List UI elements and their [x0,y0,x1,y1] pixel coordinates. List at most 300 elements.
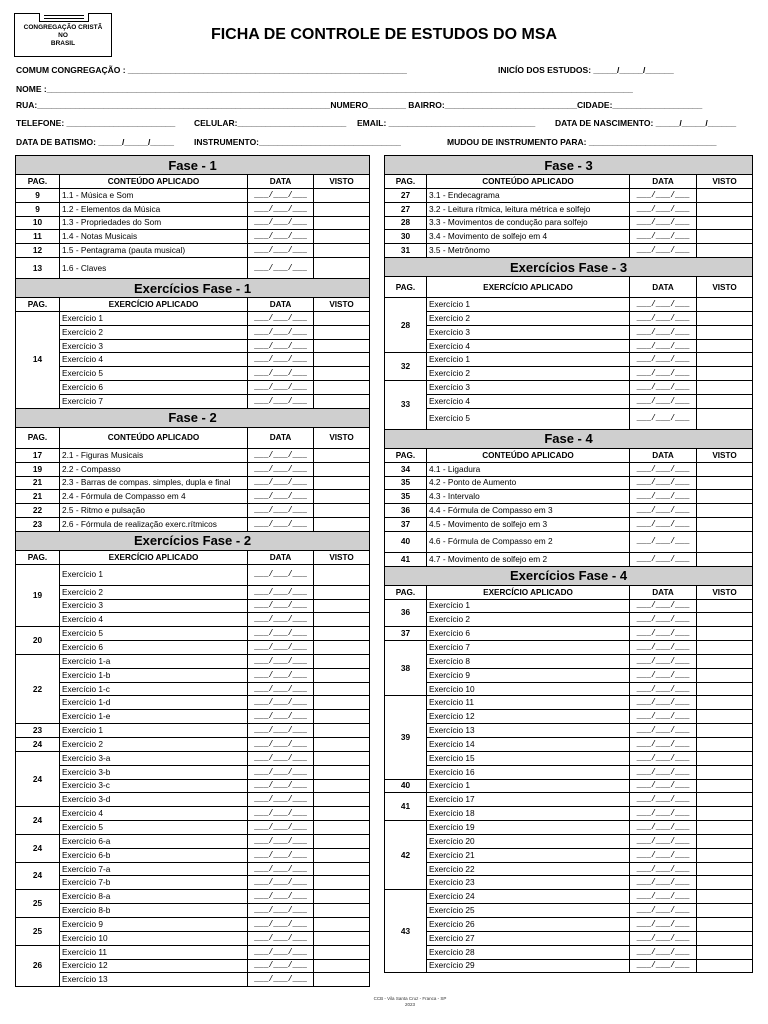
col-header-visto: VISTO [697,448,753,462]
table-row [385,518,753,532]
date-field[interactable]: ___/___/___ [248,216,314,230]
col-header-visto: VISTO [314,298,370,312]
date-field[interactable]: ___/___/___ [630,834,697,848]
page-number: 38 [385,641,427,696]
visto-field[interactable] [697,552,753,566]
table-row [385,244,753,258]
date-field[interactable]: ___/___/___ [248,959,314,973]
content-cell: Exercício 17 [427,793,630,807]
date-field[interactable]: ___/___/___ [248,641,314,655]
page-number: 24 [16,738,60,752]
section-title: Exercícios Fase - 2 [16,531,370,550]
date-field[interactable]: ___/___/___ [630,202,697,216]
date-field[interactable]: ___/___/___ [248,931,314,945]
date-field[interactable]: ___/___/___ [248,504,314,518]
visto-field[interactable] [314,311,370,325]
visto-field[interactable] [697,765,753,779]
content-cell: Exercício 6-b [60,848,248,862]
table-row [385,216,753,230]
date-field[interactable]: ___/___/___ [248,367,314,381]
table-row [16,325,370,339]
visto-field[interactable] [697,394,753,408]
visto-field[interactable] [314,904,370,918]
page-number: 24 [16,862,60,890]
col-header-exercicio: EXERCÍCIO APLICADO [427,277,630,298]
visto-field[interactable] [697,462,753,476]
date-field[interactable]: ___/___/___ [248,876,314,890]
date-field[interactable]: ___/___/___ [630,490,697,504]
visto-field[interactable] [697,807,753,821]
visto-field[interactable] [314,353,370,367]
visto-field[interactable] [697,696,753,710]
date-field[interactable]: ___/___/___ [630,613,697,627]
date-field[interactable]: ___/___/___ [630,641,697,655]
content-cell: Exercício 7 [60,394,248,408]
date-field[interactable]: ___/___/___ [630,394,697,408]
table-row [16,738,370,752]
visto-field[interactable] [314,258,370,279]
date-field[interactable]: ___/___/___ [630,188,697,202]
visto-field[interactable] [314,682,370,696]
visto-field[interactable] [314,585,370,599]
date-field[interactable]: ___/___/___ [248,188,314,202]
date-field[interactable]: ___/___/___ [248,202,314,216]
table-row [385,408,753,429]
date-field[interactable]: ___/___/___ [248,821,314,835]
content-cell: Exercício 5 [427,408,630,429]
date-field[interactable]: ___/___/___ [248,564,314,585]
content-cell: Exercício 8-a [60,890,248,904]
table-row [16,793,370,807]
content-cell: Exercício 3-c [60,779,248,793]
date-field[interactable]: ___/___/___ [248,518,314,532]
table-row [16,462,370,476]
table-row [385,765,753,779]
visto-field[interactable] [697,216,753,230]
table-row [16,904,370,918]
form-field[interactable]: MUDOU DE INSTRUMENTO PARA: ___________________________ [447,137,717,147]
visto-field[interactable] [697,641,753,655]
visto-field[interactable] [697,890,753,904]
visto-field[interactable] [314,931,370,945]
date-field[interactable]: ___/___/___ [630,848,697,862]
visto-field[interactable] [314,696,370,710]
visto-field[interactable] [697,188,753,202]
date-field[interactable]: ___/___/___ [630,552,697,566]
date-field[interactable]: ___/___/___ [248,381,314,395]
date-field[interactable]: ___/___/___ [630,339,697,353]
visto-field[interactable] [314,244,370,258]
visto-field[interactable] [697,244,753,258]
visto-field[interactable] [697,654,753,668]
content-cell: Exercício 4 [60,807,248,821]
visto-field[interactable] [314,973,370,987]
table-row [16,216,370,230]
date-field[interactable]: ___/___/___ [630,476,697,490]
content-cell: 1.5 - Pentagrama (pauta musical) [60,244,248,258]
date-field[interactable]: ___/___/___ [248,751,314,765]
visto-field[interactable] [314,188,370,202]
visto-field[interactable] [697,959,753,973]
date-field[interactable]: ___/___/___ [630,627,697,641]
date-field[interactable]: ___/___/___ [630,751,697,765]
form-field[interactable]: COMUM CONGREGAÇÃO : ___________________________________________________________ [16,65,407,75]
content-cell: Exercício 12 [60,959,248,973]
col-header-pag: PAG. [16,427,60,448]
visto-field[interactable] [314,959,370,973]
visto-field[interactable] [314,339,370,353]
col-header-conteudo: CONTEÚDO APLICADO [427,448,630,462]
visto-field[interactable] [314,793,370,807]
visto-field[interactable] [314,917,370,931]
table-row [16,931,370,945]
visto-field[interactable] [697,904,753,918]
date-field[interactable]: ___/___/___ [248,834,314,848]
visto-field[interactable] [697,599,753,613]
visto-field[interactable] [697,531,753,552]
date-field[interactable]: ___/___/___ [630,462,697,476]
visto-field[interactable] [314,490,370,504]
form-field[interactable]: CELULAR:_______________________ [194,118,347,128]
content-cell: Exercício 16 [427,765,630,779]
visto-field[interactable] [697,779,753,793]
visto-field[interactable] [697,682,753,696]
date-field[interactable]: ___/___/___ [630,381,697,395]
section-title: Fase - 4 [385,429,753,448]
visto-field[interactable] [314,518,370,532]
content-cell: Exercício 1 [60,564,248,585]
visto-field[interactable] [314,216,370,230]
date-field[interactable]: ___/___/___ [248,654,314,668]
visto-field[interactable] [314,448,370,462]
content-cell: Exercício 20 [427,834,630,848]
table-row [16,876,370,890]
visto-field[interactable] [314,381,370,395]
date-field[interactable]: ___/___/___ [248,862,314,876]
date-field[interactable]: ___/___/___ [248,904,314,918]
visto-field[interactable] [314,654,370,668]
date-field[interactable]: ___/___/___ [248,599,314,613]
page-number: 14 [16,311,60,408]
date-field[interactable]: ___/___/___ [630,230,697,244]
page-number: 13 [16,258,60,279]
date-field[interactable]: ___/___/___ [248,353,314,367]
date-field[interactable]: ___/___/___ [248,448,314,462]
date-field[interactable]: ___/___/___ [630,876,697,890]
page-number: 28 [385,216,427,230]
visto-field[interactable] [697,339,753,353]
col-header-visto: VISTO [314,175,370,189]
content-cell: 4.2 - Ponto de Aumento [427,476,630,490]
date-field[interactable]: ___/___/___ [630,917,697,931]
date-field[interactable]: ___/___/___ [630,738,697,752]
date-field[interactable]: ___/___/___ [630,696,697,710]
visto-field[interactable] [697,353,753,367]
form-field[interactable]: DATA DE BATISMO: _____/_____/_____ [16,137,174,147]
visto-field[interactable] [697,751,753,765]
date-field[interactable]: ___/___/___ [248,738,314,752]
content-cell: Exercício 7-a [60,862,248,876]
date-field[interactable]: ___/___/___ [248,339,314,353]
date-field[interactable]: ___/___/___ [630,862,697,876]
visto-field[interactable] [697,876,753,890]
column-header-row [16,427,370,448]
visto-field[interactable] [314,751,370,765]
visto-field[interactable] [314,738,370,752]
content-cell: 4.7 - Movimento de solfejo em 2 [427,552,630,566]
visto-field[interactable] [314,504,370,518]
content-cell: Exercício 1-c [60,682,248,696]
visto-field[interactable] [314,668,370,682]
date-field[interactable]: ___/___/___ [248,945,314,959]
date-field[interactable]: ___/___/___ [630,945,697,959]
visto-field[interactable] [314,710,370,724]
table-row [16,641,370,655]
visto-field[interactable] [697,834,753,848]
date-field[interactable]: ___/___/___ [630,682,697,696]
content-cell: Exercício 11 [427,696,630,710]
visto-field[interactable] [697,724,753,738]
date-field[interactable]: ___/___/___ [630,599,697,613]
table-row [16,202,370,216]
visto-field[interactable] [314,202,370,216]
visto-field[interactable] [314,641,370,655]
visto-field[interactable] [314,230,370,244]
section-title: Exercícios Fase - 1 [16,279,370,298]
date-field[interactable]: ___/___/___ [248,490,314,504]
page-number: 19 [16,564,60,627]
date-field[interactable]: ___/___/___ [248,627,314,641]
date-field[interactable]: ___/___/___ [630,890,697,904]
section-header-row [16,531,370,550]
date-field[interactable]: ___/___/___ [630,298,697,312]
col-header-pag: PAG. [385,585,427,599]
date-field[interactable]: ___/___/___ [248,668,314,682]
visto-field[interactable] [697,613,753,627]
date-field[interactable]: ___/___/___ [248,476,314,490]
content-cell: Exercício 1 [427,779,630,793]
content-cell: Exercício 2 [427,367,630,381]
content-cell: Exercício 12 [427,710,630,724]
table-row [385,931,753,945]
date-field[interactable]: ___/___/___ [248,917,314,931]
content-cell: Exercício 7 [427,641,630,655]
table-row [385,738,753,752]
date-field[interactable]: ___/___/___ [248,765,314,779]
date-field[interactable]: ___/___/___ [630,904,697,918]
visto-field[interactable] [314,834,370,848]
date-field[interactable]: ___/___/___ [630,654,697,668]
date-field[interactable]: ___/___/___ [630,821,697,835]
visto-field[interactable] [314,945,370,959]
date-field[interactable]: ___/___/___ [248,394,314,408]
date-field[interactable]: ___/___/___ [248,710,314,724]
col-header-pag: PAG. [16,550,60,564]
content-cell: 1.3 - Propriedades do Som [60,216,248,230]
content-cell: 2.2 - Compasso [60,462,248,476]
page-number: 41 [385,552,427,566]
date-field[interactable]: ___/___/___ [630,765,697,779]
logo-text: CONGREGAÇÃO CRISTÃ NO BRASIL [23,24,103,47]
table-row [385,367,753,381]
visto-field[interactable] [314,890,370,904]
visto-field[interactable] [697,504,753,518]
table-row [385,917,753,931]
form-field[interactable]: RUA:______________________________________________________________NUMERO________ BAIRRO:____________________________CIDADE:___________________ [16,100,703,110]
form-field[interactable]: EMAIL: _______________________________ [357,118,536,128]
visto-field[interactable] [697,821,753,835]
content-cell: Exercício 18 [427,807,630,821]
content-cell: Exercício 8-b [60,904,248,918]
content-cell: 2.4 - Fórmula de Compasso em 4 [60,490,248,504]
date-field[interactable]: ___/___/___ [248,724,314,738]
table-row [385,862,753,876]
date-field[interactable]: ___/___/___ [248,258,314,279]
date-field[interactable]: ___/___/___ [248,244,314,258]
content-cell: Exercício 1 [427,599,630,613]
visto-field[interactable] [697,668,753,682]
date-field[interactable]: ___/___/___ [248,848,314,862]
content-cell: Exercício 19 [427,821,630,835]
visto-field[interactable] [314,613,370,627]
visto-field[interactable] [314,462,370,476]
right-study-table [384,155,753,973]
table-row [385,462,753,476]
date-field[interactable]: ___/___/___ [248,585,314,599]
page-number: 12 [16,244,60,258]
date-field[interactable]: ___/___/___ [630,959,697,973]
table-row [385,724,753,738]
form-field[interactable]: TELEFONE: _______________________ [16,118,176,128]
visto-field[interactable] [697,381,753,395]
visto-field[interactable] [697,848,753,862]
visto-field[interactable] [314,779,370,793]
date-field[interactable]: ___/___/___ [630,408,697,429]
visto-field[interactable] [314,807,370,821]
date-field[interactable]: ___/___/___ [248,807,314,821]
date-field[interactable]: ___/___/___ [248,890,314,904]
table-row [385,876,753,890]
date-field[interactable]: ___/___/___ [630,531,697,552]
date-field[interactable]: ___/___/___ [630,244,697,258]
visto-field[interactable] [697,202,753,216]
date-field[interactable]: ___/___/___ [248,682,314,696]
date-field[interactable]: ___/___/___ [630,518,697,532]
date-field[interactable]: ___/___/___ [630,710,697,724]
date-field[interactable]: ___/___/___ [248,613,314,627]
date-field[interactable]: ___/___/___ [630,779,697,793]
date-field[interactable]: ___/___/___ [248,230,314,244]
visto-field[interactable] [314,765,370,779]
content-cell: 1.4 - Notas Musicais [60,230,248,244]
content-cell: Exercício 27 [427,931,630,945]
visto-field[interactable] [314,394,370,408]
form-field[interactable]: DATA DE NASCIMENTO: _____/_____/______ [555,118,737,128]
visto-field[interactable] [697,518,753,532]
page-number: 23 [16,724,60,738]
visto-field[interactable] [314,724,370,738]
page-title: FICHA DE CONTROLE DE ESTUDOS DO MSA [210,26,558,43]
visto-field[interactable] [697,408,753,429]
visto-field[interactable] [314,599,370,613]
visto-field[interactable] [697,931,753,945]
date-field[interactable]: ___/___/___ [630,793,697,807]
date-field[interactable]: ___/___/___ [630,367,697,381]
visto-field[interactable] [314,476,370,490]
content-cell: Exercício 25 [427,904,630,918]
visto-field[interactable] [314,325,370,339]
date-field[interactable]: ___/___/___ [630,724,697,738]
date-field[interactable]: ___/___/___ [248,311,314,325]
form-field[interactable]: INICÍO DOS ESTUDOS: _____/_____/______ [498,65,674,75]
visto-field[interactable] [314,862,370,876]
date-field[interactable]: ___/___/___ [248,973,314,987]
page-number: 23 [16,518,60,532]
visto-field[interactable] [697,793,753,807]
visto-field[interactable] [314,564,370,585]
date-field[interactable]: ___/___/___ [630,931,697,945]
date-field[interactable]: ___/___/___ [248,793,314,807]
table-row [385,793,753,807]
date-field[interactable]: ___/___/___ [248,779,314,793]
visto-field[interactable] [314,821,370,835]
visto-field[interactable] [697,367,753,381]
visto-field[interactable] [697,738,753,752]
visto-field[interactable] [697,945,753,959]
date-field[interactable]: ___/___/___ [630,216,697,230]
visto-field[interactable] [314,367,370,381]
date-field[interactable]: ___/___/___ [630,668,697,682]
date-field[interactable]: ___/___/___ [248,462,314,476]
page-number: 33 [385,381,427,430]
col-header-pag: PAG. [385,448,427,462]
page-number: 31 [385,244,427,258]
table-row [16,807,370,821]
visto-field[interactable] [314,627,370,641]
visto-field[interactable] [697,311,753,325]
page-number: 24 [16,807,60,835]
date-field[interactable]: ___/___/___ [630,325,697,339]
date-field[interactable]: ___/___/___ [630,353,697,367]
visto-field[interactable] [697,710,753,724]
visto-field[interactable] [697,490,753,504]
visto-field[interactable] [697,627,753,641]
section-title: Exercícios Fase - 3 [385,258,753,277]
col-header-data: DATA [630,448,697,462]
date-field[interactable]: ___/___/___ [248,696,314,710]
date-field[interactable]: ___/___/___ [630,807,697,821]
content-cell: Exercício 1 [427,353,630,367]
visto-field[interactable] [697,917,753,931]
date-field[interactable]: ___/___/___ [630,504,697,518]
form-field[interactable]: INSTRUMENTO:______________________________ [194,137,401,147]
page-number: 28 [385,298,427,353]
date-field[interactable]: ___/___/___ [630,311,697,325]
form-field[interactable]: NOME :____________________________________________________________________________________________________________________________ [16,84,633,94]
column-header-row [16,175,370,189]
visto-field[interactable] [697,325,753,339]
visto-field[interactable] [697,298,753,312]
table-row [385,696,753,710]
content-cell: Exercício 11 [60,945,248,959]
visto-field[interactable] [697,476,753,490]
visto-field[interactable] [697,862,753,876]
visto-field[interactable] [314,848,370,862]
content-cell: Exercício 5 [60,821,248,835]
visto-field[interactable] [697,230,753,244]
date-field[interactable]: ___/___/___ [248,325,314,339]
visto-field[interactable] [314,876,370,890]
